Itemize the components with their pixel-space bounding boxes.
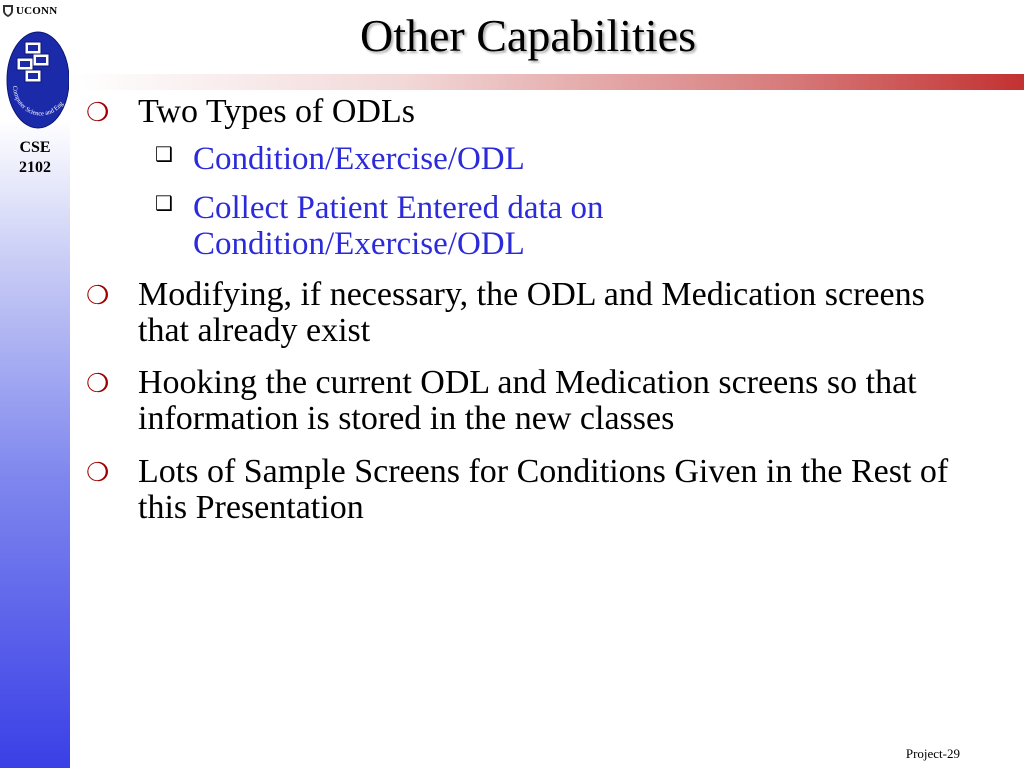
bullet-marker-icon: ❍	[86, 281, 110, 310]
sub-bullet-marker-icon: ❑	[155, 144, 173, 166]
sub-bullet-text: Collect Patient Entered data on Condition/Exercise/ODL	[193, 190, 604, 262]
bullet-4	[86, 453, 978, 526]
bullet-marker-icon: ❍	[86, 369, 110, 398]
sub-bullet-marker-icon: ❑	[155, 193, 173, 215]
slide-footer: Project-29	[905, 746, 960, 761]
bullet-2	[86, 276, 958, 349]
title-rule	[70, 74, 1024, 90]
bullet-text: Lots of Sample Screens for Conditions Given in the Rest of this Presentation	[138, 453, 949, 526]
bullet-marker-icon: ❍	[86, 98, 110, 127]
bullet-3	[86, 364, 998, 437]
uconn-label: UCONN	[16, 5, 58, 17]
bullet-text: Hooking the current ODL and Medication screens so that information is stored in the new classes	[138, 364, 917, 437]
course-line-1: CSE	[19, 139, 51, 156]
sub-bullet-2	[155, 190, 753, 262]
bullet-marker-icon: ❍	[86, 458, 110, 487]
bullet-text: Modifying, if necessary, the ODL and Medication screens that already exist	[138, 276, 925, 349]
sub-bullet-1	[155, 141, 993, 177]
bullet-text: Two Types of ODLs	[138, 93, 415, 130]
course-code	[0, 138, 70, 178]
uconn-seal-icon	[2, 4, 14, 18]
cse-department-seal-icon	[3, 24, 69, 134]
sidebar	[0, 0, 70, 768]
slide-title: Other Capabilities	[360, 10, 696, 61]
sub-bullet-text: Condition/Exercise/ODL	[193, 141, 525, 177]
logo-ring-text: Computer Science and Eng	[10, 85, 65, 118]
course-line-2: 2102	[19, 159, 51, 176]
bullet-1	[86, 93, 1024, 130]
uconn-brand	[2, 3, 57, 19]
